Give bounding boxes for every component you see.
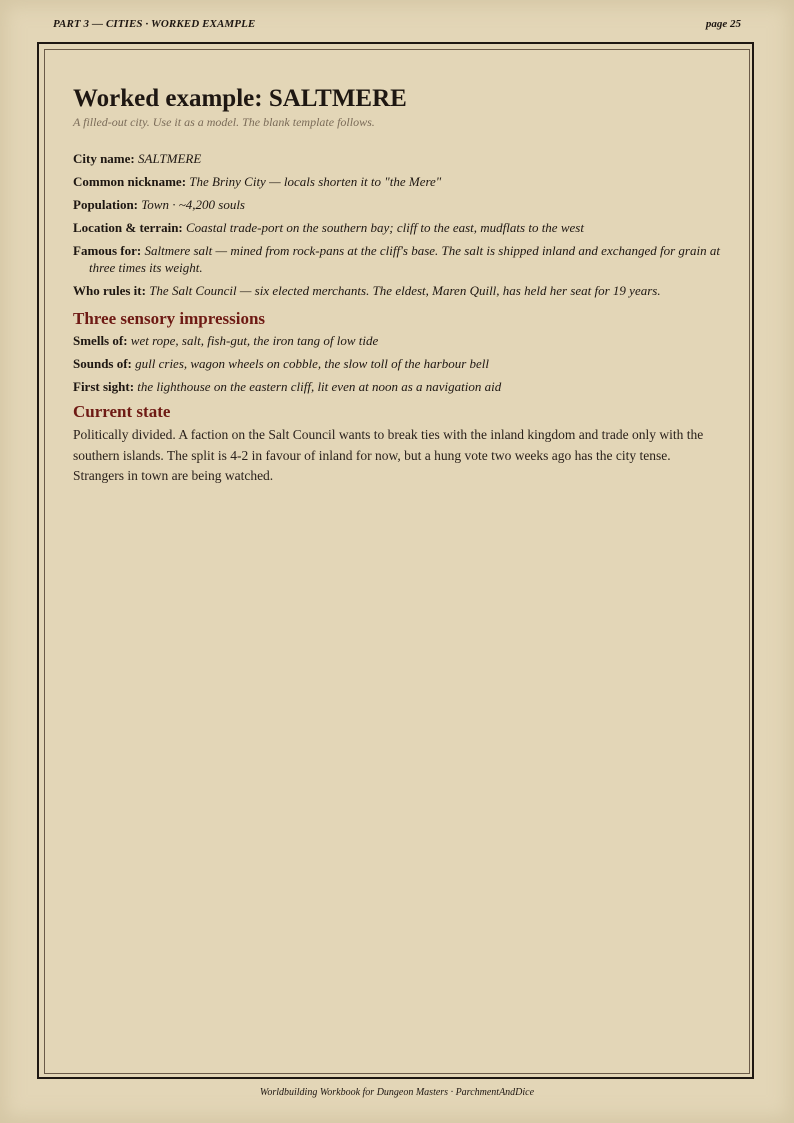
field-nickname	[73, 173, 723, 190]
field-label: First sight:	[73, 379, 135, 394]
field-label: Who rules it:	[73, 283, 146, 298]
field-sounds	[73, 355, 723, 372]
field-label: Famous for:	[73, 243, 142, 258]
field-value: gull cries, wagon wheels on cobble, the slow toll of the harbour bell	[135, 356, 490, 371]
field-value: wet rope, salt, fish-gut, the iron tang of low tide	[130, 333, 379, 348]
field-city-name	[73, 150, 723, 167]
field-label: Smells of:	[73, 333, 128, 348]
field-value: SALTMERE	[138, 151, 202, 166]
page-footer: Worldbuilding Workbook for Dungeon Masters · ParchmentAndDice	[259, 1087, 535, 1098]
field-location	[73, 219, 723, 236]
field-label: Common nickname:	[73, 174, 187, 189]
field-label: Population:	[73, 197, 139, 212]
header-section-label: PART 3 — CITIES · WORKED EXAMPLE	[53, 18, 256, 30]
page-subtitle: A filled-out city. Use it as a model. The blank template follows.	[73, 115, 375, 129]
field-label: Sounds of:	[73, 356, 132, 371]
field-label: City name:	[73, 151, 135, 166]
field-value: The Salt Council — six elected merchants. The eldest, Maren Quill, has held her seat for 19 years.	[149, 283, 661, 298]
field-famous-for	[73, 242, 723, 276]
header-page-number: page 25	[705, 18, 741, 30]
field-ruler	[73, 282, 723, 299]
field-first-sight	[73, 378, 723, 395]
current-state-text: Politically divided. A faction on the Salt Council wants to break ties with the inland kingdom and trade only with the southern islands. The split is 4-2 in favour of inland for now, but a hung vote two weeks ago has the city tense. Strangers in town are being watched.	[73, 427, 704, 483]
city-fields	[73, 150, 723, 299]
field-value: Town · ~4,200 souls	[141, 197, 245, 212]
field-value: The Briny City — locals shorten it to "the Mere"	[189, 174, 442, 189]
field-smells	[73, 332, 723, 349]
current-state-heading: Current state	[73, 402, 171, 421]
sensory-heading: Three sensory impressions	[73, 309, 266, 328]
page-title: Worked example: SALTMERE	[73, 85, 407, 112]
field-value: the lighthouse on the eastern cliff, lit even at noon as a navigation aid	[137, 379, 502, 394]
field-value: Saltmere salt — mined from rock-pans at the cliff's base. The salt is shipped inland and exchanged for grain at three times its weight.	[89, 243, 720, 275]
field-value: Coastal trade-port on the southern bay; cliff to the east, mudflats to the west	[186, 220, 584, 235]
sensory-fields	[73, 332, 723, 395]
field-population	[73, 196, 723, 213]
field-label: Location & terrain:	[73, 220, 183, 235]
page-content	[73, 84, 723, 487]
